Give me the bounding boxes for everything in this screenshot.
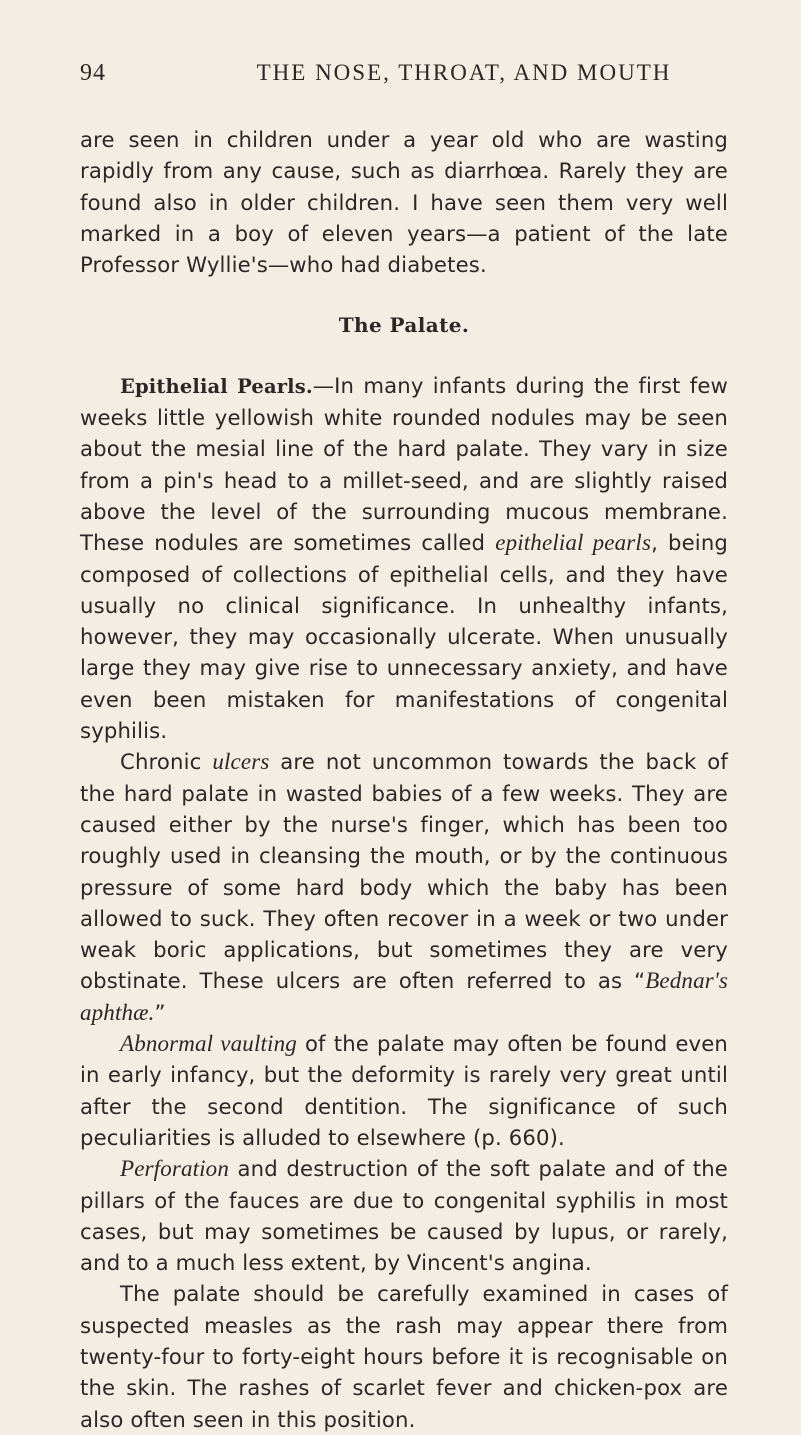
paragraph-text: and destruction of the soft palate and of the pillars of the fauces are due to congenital syphilis in most cases, but may sometimes be caused by lupus, or rarely, and to a much less extent, by Vincent's angina. (80, 1156, 728, 1276)
italic-term: Bednar's aphthæ. (80, 968, 728, 1025)
opening-paragraph: are seen in children under a year old who are wasting rapidly from any cause, such as diarrhœa. Rarely they are found also in older children. I have seen them very well marked in a boy of eleven years—a patient of the late Professor Wyllie's—who had diabetes. (80, 127, 728, 278)
paragraph-measles (80, 1278, 728, 1434)
paragraph-chronic-ulcers (80, 746, 728, 1028)
body-text (80, 124, 728, 1435)
paragraph-text: Chronic (120, 749, 213, 775)
paragraph-text: of the palate may often be found even in early infancy, but the deformity is rarely very great until after the second dentition. The significance of such peculiarities is alluded to elsewhere (p. 660). (80, 1031, 728, 1150)
running-title: THE NOSE, THROAT, AND MOUTH (256, 60, 672, 85)
italic-term: epithelial pearls (495, 530, 652, 556)
section-heading: The Palate. (338, 313, 470, 338)
running-head (80, 60, 728, 94)
paragraph-text: are not uncommon towards the back of the hard palate in wasted babies of a few weeks. They are caused either by the nurse's finger, which has been too roughly used in cleansing the mouth, or by the continuous pressure of some hard body which the baby has been allowed to suck. They often recover in a week or two under weak boric applications, but sometimes they are very obstinate. These ulcers are often referred to as “ (80, 749, 728, 994)
paragraph-text: —In many infants during the first few weeks little yellowish white rounded nodules may be seen about the mesial line of the hard palate. They vary in size from a pin's head to a millet-seed, and are slightly raised above the level of the surrounding mucous membrane. These nodules are sometimes called (80, 372, 728, 556)
run-in-heading: Epithelial Pearls. (120, 374, 313, 398)
italic-term: ulcers (212, 749, 270, 775)
paragraph-abnormal-vaulting (80, 1028, 728, 1153)
italic-term: Abnormal vaulting (120, 1031, 297, 1057)
paragraph-text: ” (154, 999, 166, 1025)
paragraph-epithelial-pearls (80, 370, 728, 747)
paragraph-perforation (80, 1153, 728, 1278)
paragraph-text: The palate should be carefully examined in cases of suspected measles as the rash may appear there from twenty-four to forty-eight hours before it is recognisable on the skin. The rashes of scarlet fever and chicken-pox are also often seen in this position. (80, 1281, 728, 1432)
page-number: 94 (80, 60, 106, 86)
paragraph-text: , being composed of collections of epithelial cells, and they have usually no clinical significance. In unhealthy infants, however, they may occasionally ulcerate. When unusually large they may give rise to unnecessary anxiety, and have even been mistaken for manifestations of congenital syphilis. (80, 530, 728, 744)
italic-term: Perforation (120, 1156, 229, 1182)
